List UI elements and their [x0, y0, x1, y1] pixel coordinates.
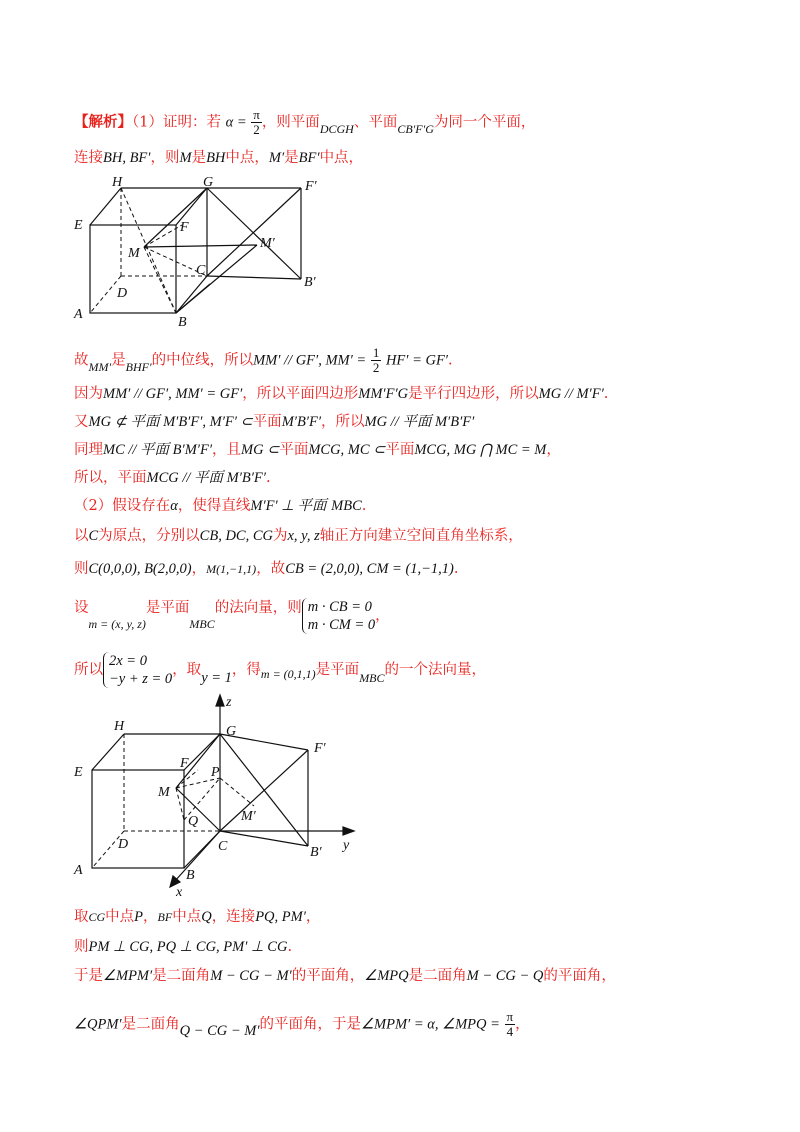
m: MCG, MC ⊂: [308, 442, 386, 458]
m: CB′F′G: [397, 121, 434, 136]
m: MM′ // GF′, MM′ = GF′: [103, 386, 243, 402]
label-P: P: [211, 765, 220, 780]
t: 平面: [252, 414, 282, 430]
t: 于是: [74, 968, 103, 984]
cube-figure-1: [70, 172, 330, 332]
text-line-16: [74, 1010, 530, 1039]
frac-pi-4: [505, 1010, 516, 1039]
t: 连接: [74, 150, 103, 166]
t: ，: [375, 608, 390, 624]
m: x, y, z: [287, 528, 320, 544]
eq: −y + z = 0: [109, 671, 173, 687]
label-A: A: [74, 307, 83, 322]
m: P: [134, 909, 144, 925]
m: MCG // 平面 M′B′F′: [146, 470, 266, 486]
t: 、平面: [353, 114, 398, 131]
axis-label-y: y: [343, 838, 350, 853]
text-line-3: [74, 346, 453, 375]
m: MC // 平面 B′M′F′: [103, 442, 212, 458]
m: ∠MPM′ = α, ∠MPQ =: [361, 1016, 500, 1033]
text-line-9: [74, 526, 523, 546]
text-line-2: [74, 148, 363, 168]
m: BHF′: [125, 359, 152, 374]
m: BF: [157, 910, 173, 924]
t: ，: [515, 1016, 530, 1033]
eq: 2x = 0: [109, 653, 147, 669]
m: MG ⊄ 平面 M′B′F′, M′F′ ⊂: [88, 414, 253, 430]
label-E: E: [74, 218, 83, 233]
t: ，使得直线: [177, 498, 251, 514]
t: ，故: [256, 561, 286, 577]
t: ，连接: [211, 909, 256, 925]
m: MG ⊂: [241, 442, 280, 458]
text-line-1: [74, 108, 535, 137]
m: BF′: [298, 150, 320, 166]
analysis-tag: 【解析】: [74, 113, 132, 131]
label-G: G: [203, 175, 214, 190]
t: 平面: [385, 442, 415, 458]
label-H: H: [114, 719, 125, 734]
t: 中点: [105, 909, 135, 925]
eq: m · CB = 0: [307, 599, 372, 615]
m: M − CG − Q: [466, 968, 544, 984]
label-C: C: [196, 263, 206, 278]
t: 是平面: [315, 662, 360, 678]
label-C: C: [218, 839, 228, 854]
m: DCGH: [319, 121, 354, 136]
label-F: F: [180, 220, 189, 235]
t: 又: [74, 414, 89, 430]
label-F-prime: F′: [314, 741, 326, 756]
t: ，且: [212, 442, 241, 458]
text-line-4: [74, 384, 608, 404]
m: MM′ // GF′, MM′ =: [253, 352, 367, 369]
t: .: [361, 498, 367, 514]
text-line-15: [74, 966, 616, 986]
d: 4: [506, 1024, 514, 1039]
t: ，得: [231, 662, 261, 678]
t: ，取: [172, 662, 202, 678]
m: M′F′ ⊥ 平面: [250, 498, 327, 514]
t: 的平面角，于是: [259, 1016, 362, 1033]
t: 为: [273, 528, 288, 544]
m: PM ⊥ CG, PQ ⊥ CG, PM′ ⊥ CG: [88, 939, 288, 955]
n: π: [253, 107, 260, 122]
m: MBC: [331, 498, 362, 514]
label-M: M: [128, 246, 140, 261]
label-D: D: [117, 286, 128, 301]
t: 是二面角: [408, 968, 467, 984]
axis-label-x: x: [176, 885, 183, 900]
t: 同理: [74, 442, 103, 458]
label-Q: Q: [188, 814, 199, 829]
m: CB = (2,0,0), CM = (1,−1,1): [285, 561, 454, 577]
text-line-13: [74, 907, 320, 927]
label-F-prime: F′: [305, 179, 317, 194]
m: MBC: [189, 617, 215, 631]
t: ，: [305, 909, 321, 925]
label-B-prime: B′: [310, 845, 322, 860]
m: CB, DC, CG: [199, 528, 273, 544]
d: 2: [372, 360, 380, 375]
frac-pi-2: [251, 108, 262, 137]
t: （2）假设存在: [74, 498, 171, 514]
t: 故: [74, 352, 89, 369]
t: 是二面角: [152, 968, 211, 984]
m: Q − CG − M′: [179, 1022, 260, 1039]
t: 平面: [279, 442, 309, 458]
t: 所以: [74, 662, 103, 678]
m: M − CG − M′: [210, 968, 292, 984]
label-B: B: [186, 868, 195, 883]
t: 中点，: [225, 150, 269, 166]
t: 轴正方向建立空间直角坐标系，: [319, 528, 523, 544]
text-line-10: [74, 559, 459, 579]
t: 是二面角: [121, 1016, 180, 1033]
m: M: [179, 150, 192, 166]
t: ，所以: [321, 414, 365, 430]
text-line-11: [74, 598, 390, 634]
t: 设: [74, 600, 89, 616]
text-line-5: [74, 412, 474, 432]
m: MM′: [88, 359, 112, 374]
t: ，则平面: [261, 114, 320, 131]
frac-1-2: [371, 346, 382, 375]
t: （1）证明：若: [132, 114, 221, 131]
m: PQ, PM′: [255, 909, 306, 925]
m: CG: [88, 910, 106, 924]
label-A: A: [74, 863, 83, 878]
t: 的一个法向量，: [384, 662, 487, 678]
text-line-12: [74, 652, 486, 688]
m: ∠MPM′: [103, 968, 153, 984]
m: y = 1: [201, 670, 232, 686]
equation-system-2: [103, 652, 172, 688]
label-B: B: [178, 315, 187, 330]
n: π: [506, 1009, 514, 1024]
m: C: [88, 528, 99, 544]
text-line-8: [74, 496, 366, 516]
d: 2: [253, 122, 260, 137]
t: 的中位线，所以: [151, 352, 254, 369]
t: .: [453, 561, 459, 577]
m: m = (x, y, z): [88, 617, 146, 631]
t: 则: [74, 939, 89, 955]
t: .: [265, 470, 271, 486]
label-B-prime: B′: [304, 275, 316, 290]
t: ，: [546, 442, 561, 458]
label-M-prime: M′: [241, 809, 256, 824]
m: MCG, MG ⋂ MC = M: [414, 442, 547, 458]
n: 1: [372, 345, 380, 360]
t: ，所以平面四边形: [242, 386, 359, 402]
label-E: E: [74, 765, 83, 780]
t: .: [287, 939, 293, 955]
t: 则: [74, 561, 89, 577]
t: 中点，: [319, 150, 364, 166]
t: 是: [284, 150, 299, 166]
eq: m · CM = 0: [307, 617, 376, 633]
m: HF′ = GF′: [385, 352, 448, 369]
label-F: F: [180, 756, 189, 771]
text-line-14: [74, 937, 292, 957]
m: MBC: [359, 671, 385, 685]
m: BH, BF′: [103, 150, 151, 166]
m: Q: [201, 909, 212, 925]
t: 所以，平面: [74, 470, 147, 486]
t: .: [447, 352, 453, 369]
label-H: H: [112, 175, 123, 190]
m: α: [170, 498, 178, 514]
t: 是平行四边形，所以: [408, 386, 539, 402]
m: M(1,−1,1): [206, 562, 257, 576]
m: BH: [206, 150, 226, 166]
m: α =: [225, 114, 247, 131]
label-M: M: [158, 785, 170, 800]
t: 的平面角，: [543, 968, 616, 984]
t: 是: [111, 352, 126, 369]
t: 为原点，分别以: [98, 528, 200, 544]
t: 是: [191, 150, 207, 166]
m: MM′F′G: [358, 386, 409, 402]
equation-system-1: [302, 598, 375, 634]
m: C(0,0,0), B(2,0,0): [88, 561, 192, 577]
t: 为同一个平面，: [433, 114, 536, 131]
m: m = (0,1,1): [260, 667, 316, 681]
t: 的平面角，: [291, 968, 365, 984]
label-M-prime: M′: [260, 236, 275, 251]
label-D: D: [118, 837, 129, 852]
m: ∠MPQ: [364, 968, 409, 984]
t: 中点: [172, 909, 202, 925]
text-line-6: [74, 440, 561, 460]
m: MG // 平面 M′B′F′: [364, 414, 475, 430]
m: ∠QPM′: [74, 1016, 122, 1033]
m: M′: [268, 150, 285, 166]
t: 取: [74, 909, 89, 925]
cube-figure-2: [70, 690, 370, 900]
t: ，则: [150, 150, 180, 166]
t: .: [603, 386, 609, 402]
t: 因为: [74, 386, 103, 402]
t: 以: [74, 528, 89, 544]
m: MG // M′F′: [538, 386, 604, 402]
axis-label-z: z: [226, 695, 232, 710]
t: 的法向量，则: [214, 600, 302, 616]
t: ，: [143, 909, 158, 925]
t: ，: [191, 561, 207, 577]
text-line-7: [74, 468, 271, 488]
label-G: G: [226, 724, 237, 739]
t: 是平面: [145, 600, 190, 616]
m: M′B′F′: [281, 414, 321, 430]
